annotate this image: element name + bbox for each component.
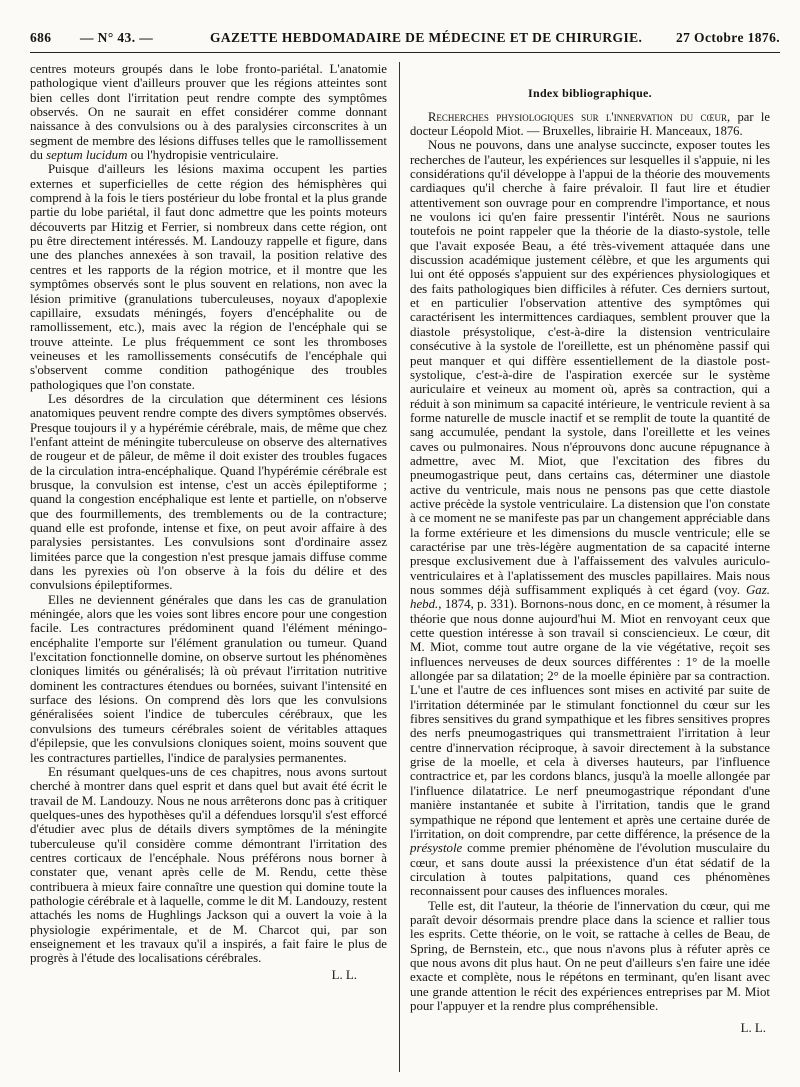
issue-date: 27 Octobre 1876. (675, 30, 780, 45)
section-heading: Index bibliographique. (528, 86, 652, 100)
reference-title: Recherches physiologiques sur l'innervation du cœur, (428, 110, 731, 125)
paragraph: Les désordres de la circulation que déterminent ces lésions anatomiques peuvent rendre compte des divers symptômes observés. Presque toujours il y a hypérémie cérébrale, mais, de même que chez l'enfant atteint de méningite tuberculeuse on observe des alternatives de rougeur et de pâleur, de même il doit exister des troubles fugaces de la circulation intra-encéphalique. Quand l'hypérémie cérébrale est brusque, la convulsion est intense, c'est un accès épileptiforme ; quand la congestion encéphalique est lente et partielle, on n'observe que des fourmillements, des tremblements ou de la contracture; quand elle est profonde, intense et fixe, on peut avoir affaire à des paralysies persistantes. Les convulsions sont d'ordinaire assez limitées parce que la congestion n'est presque jamais diffuse comme dans les pyrexies où l'on observe à la fois du délire et des convulsions épileptiformes. (30, 391, 387, 593)
paragraph: Nous ne pouvons, dans une analyse succincte, exposer toutes les recherches de l'auteur, les expériences sur lesquelles il s'appuie, ni les considérations qu'il développe à l'appui de la théorie des mouvements cardiaques qu'il cherche à faire prévaloir. Il faut lire et étudier attentivement son ouvrage pour en comprendre l'importance, et nous ne voulons ici qu'en faire pressentir l'intérêt. Nous ne saurions toutefois ne point rappeler que la théorie de la diasto-systole, telle que l'avait exposée Beau, a été très-vivement attaquée dans une discussion académique justement célèbre, et que les arguments qui lui ont été opposés s'appuient sur des expériences physiologiques et des faits pathologiques bien difficiles à réfuter. Ces derniers surtout, et en particulier l'observation attentive des symptômes qui caractérisent les intermittences cardiaques, semblent prouver que la diastole présystolique, c'est-à-dire la distension ventriculaire consécutive à la systole de l'oreillette, est un phénomène passif qui peut manquer et qui diffère essentiellement de la diastole post-systolique, c'est-à-dire de l'aspiration exercée sur le système auriculaire et veineux au moment où, après sa contraction, qui a réduit à son minimum sa capacité intérieure, le ventricule revient à sa forme naturelle de muscle inactif et se remplit de toute la quantité de sang accumulée, pendant la systole, dans l'oreillette et les veines caves ou pulmonaires. Nous n'éprouvons donc aucune répugnance à admettre, avec M. Miot, que l'excitation des fibres du pneumogastrique peut, dans certains cas, déterminer une diastole active du ventricule, mais nous ne pensons pas que cette diastole active précède la systole ventriculaire. La distension que l'on constate à ce moment ne se manifeste pas par un changement appréciable dans la forme extérieure et les dimensions du muscle ventricule; elle se caractérise par une très-légère augmentation de sa capacité interne presque exclusivement due à l'affaissement des valvules auriculo-ventriculaires et à l'aplatissement des muscles papillaires. Mais nous nous sommes déjà suffisamment expliqués à cet égard (voy. Gaz. hebd., 1874, p. 331). Bornons-nous donc, en ce moment, à résumer la théorie que nous donne aujourd'hui M. Miot en renvoyant ceux que cette question intéresse à son travail si consciencieux. Le cœur, dit M. Miot, comme tout autre organe de la vie végétative, reçoit ses influences nerveuses de deux sources différentes : 1° de la moelle allongée par sa dilatation; 2° de la moelle épinière par sa contraction. L'une et l'autre de ces influences sont mises en activité par suite de l'irritation déterminée par le stimulant fonctionnel du cœur sur les fibres sensitives du grand sympathique et les fibres sensitives propres des nerfs pneumogastriques qui transmettraient l'irritation à leur centre d'innervation réciproque, à savoir directement à la substance grise de la moelle, et cela à diverses hauteurs, par l'influence contractrice et, par les cordons blancs, jusqu'à la moelle allongée par l'influence dilatatrice. Le nerf pneumogastrique répondant d'une manière instantanée et subite à l'irritation, tandis que le grand sympathique ne répond que lentement et après une certaine durée de l'irritation, on doit comprendre, par cette différence, la présence de la présystole comme premier phénomène de l'évolution musculaire du cœur, et sans doute aussi la préexistence d'un état sédatif de la circulation à toutes palpitations, quand ces phénomènes reconnaissent pour causes des influences morales. (410, 138, 770, 899)
header-rule (30, 52, 780, 53)
bibliographic-reference: Recherches physiologiques sur l'innervation du cœur, par le docteur Léopold Miot. — Bruxelles, librairie H. Manceaux, 1876. (410, 110, 770, 139)
journal-title: GAZETTE HEBDOMADAIRE DE MÉDECINE ET DE CHIRURGIE. (210, 30, 643, 45)
page-number: 686 (30, 30, 52, 45)
signature: L. L. (331, 967, 357, 982)
paragraph: Puisque d'ailleurs les lésions maxima occupent les parties externes et superficielles de cette région des hémisphères qui comprend à la fois le tiers postérieur du lobe frontal et la plus grande partie du lobe pariétal, il faut donc admettre que les points moteurs découverts par Hitzig et Ferrier, si nombreux dans cette région, ont pu être directement intéressés. M. Landouzy rappelle et figure, dans une des planches annexées à son travail, la position relative des centres et les rapports de la région motrice, et il montre que les symptômes observés sont le plus souvent en relations, non avec la lésion primitive (granulations tuberculeuses, noyaux d'apoplexie capillaire, exsudats méningés, foyers d'encéphalite ou de ramollissement, etc.), mais avec la région de l'encéphale qui se trouve atteinte. Le plus fréquemment ce sont les thromboses veineuses et les ramollissements consécutifs de l'encéphale qui s'observent comme condition pathogénique des troubles pathologiques que l'on constate. (30, 162, 387, 392)
italic-citation: Gaz. hebd. (410, 583, 770, 612)
italic-term: présystole (410, 841, 463, 856)
paragraph: En résumant quelques-uns de ces chapitres, nous avons surtout cherché à montrer dans quel esprit et dans quel but avait été écrit le travail de M. Landouzy. Nous ne nous arrêterons donc pas à critiquer quelques-unes des hypothèses qu'il a défendues lorsqu'il s'est efforcé d'étudier avec plus de détails divers symptômes de la méningite tuberculeuse qu'il considère comme démontrant l'irritation des centres corticaux de l'encéphale. Nous préférons nous borner à constater que, venant après celle de M. Rendu, cette thèse contribuera à mieux faire connaître une question qui domine toute la pathologie cérébrale et à laquelle, comme le dit M. Landouzy, restent attachés les noms de Hughlings Jackson qui a ouvert la voie à la physiologie expérimentale, et de M. Charcot qui, par son enseignement et les travaux qu'il a inspirés, a fait faire le plus de progrès à l'étude des localisations cérébrales. (30, 764, 387, 966)
issue-number: — N° 43. — (80, 30, 154, 45)
left-column (30, 62, 387, 982)
running-header (30, 30, 780, 50)
italic-term: septum lucidum (46, 148, 128, 163)
paragraph: centres moteurs groupés dans le lobe fronto-pariétal. L'anatomie pathologique vient d'ailleurs prouver que les régions atteintes sont bien celles dont l'irritation peut rendre compte des symptômes observés. On ne saurait en effet considérer comme donnant naissance à des convulsions ou à des paralysies circonscrites à un segment de membre des lésions diffuses telles que le ramollissement du septum lucidum ou l'hydropisie ventriculaire. (30, 62, 387, 163)
column-divider (399, 62, 400, 1072)
right-column (410, 62, 770, 1036)
paragraph: Elles ne deviennent générales que dans les cas de granulation méningée, alors que les voies sont libres encore pour une congestion facile. Les contractures prédominent quand l'élément méningo-encéphalite l'emporte sur l'élément granulation ou tumeur. Quand l'excitation fonctionnelle domine, on observe surtout les phénomènes cloniques limités ou généralisés; là où prévaut l'irritation nutritive dominent les contractures étendues ou bornées, suivant l'intensité en surface des lésions. On comprend dès lors que les convulsions généralisées soient l'indice de tubercules cérébraux, que les convulsions des tumeurs cérébrales soient de véritables attaques d'épilepsie, que les convulsions cloniques soient, moins souvent que les contractures partielles, l'indice de paralysies permanentes. (30, 592, 387, 765)
signature: L. L. (740, 1021, 766, 1036)
paragraph: Telle est, dit l'auteur, la théorie de l'innervation du cœur, qui me paraît devoir désormais prendre place dans la science et rallier tous les esprits. Cette théorie, on le voit, se rattache à celles de Beau, de Spring, de Bernstein, etc., que nous n'avons plus à réfuter après ce que nous avons dit plus haut. On ne peut d'ailleurs s'en faire une idée exacte et complète, nous le répétons en terminant, qu'en lisant avec une grande attention le récit des expériences entreprises par M. Miot pour l'appuyer et la rendre plus compréhensible. (410, 898, 770, 1013)
